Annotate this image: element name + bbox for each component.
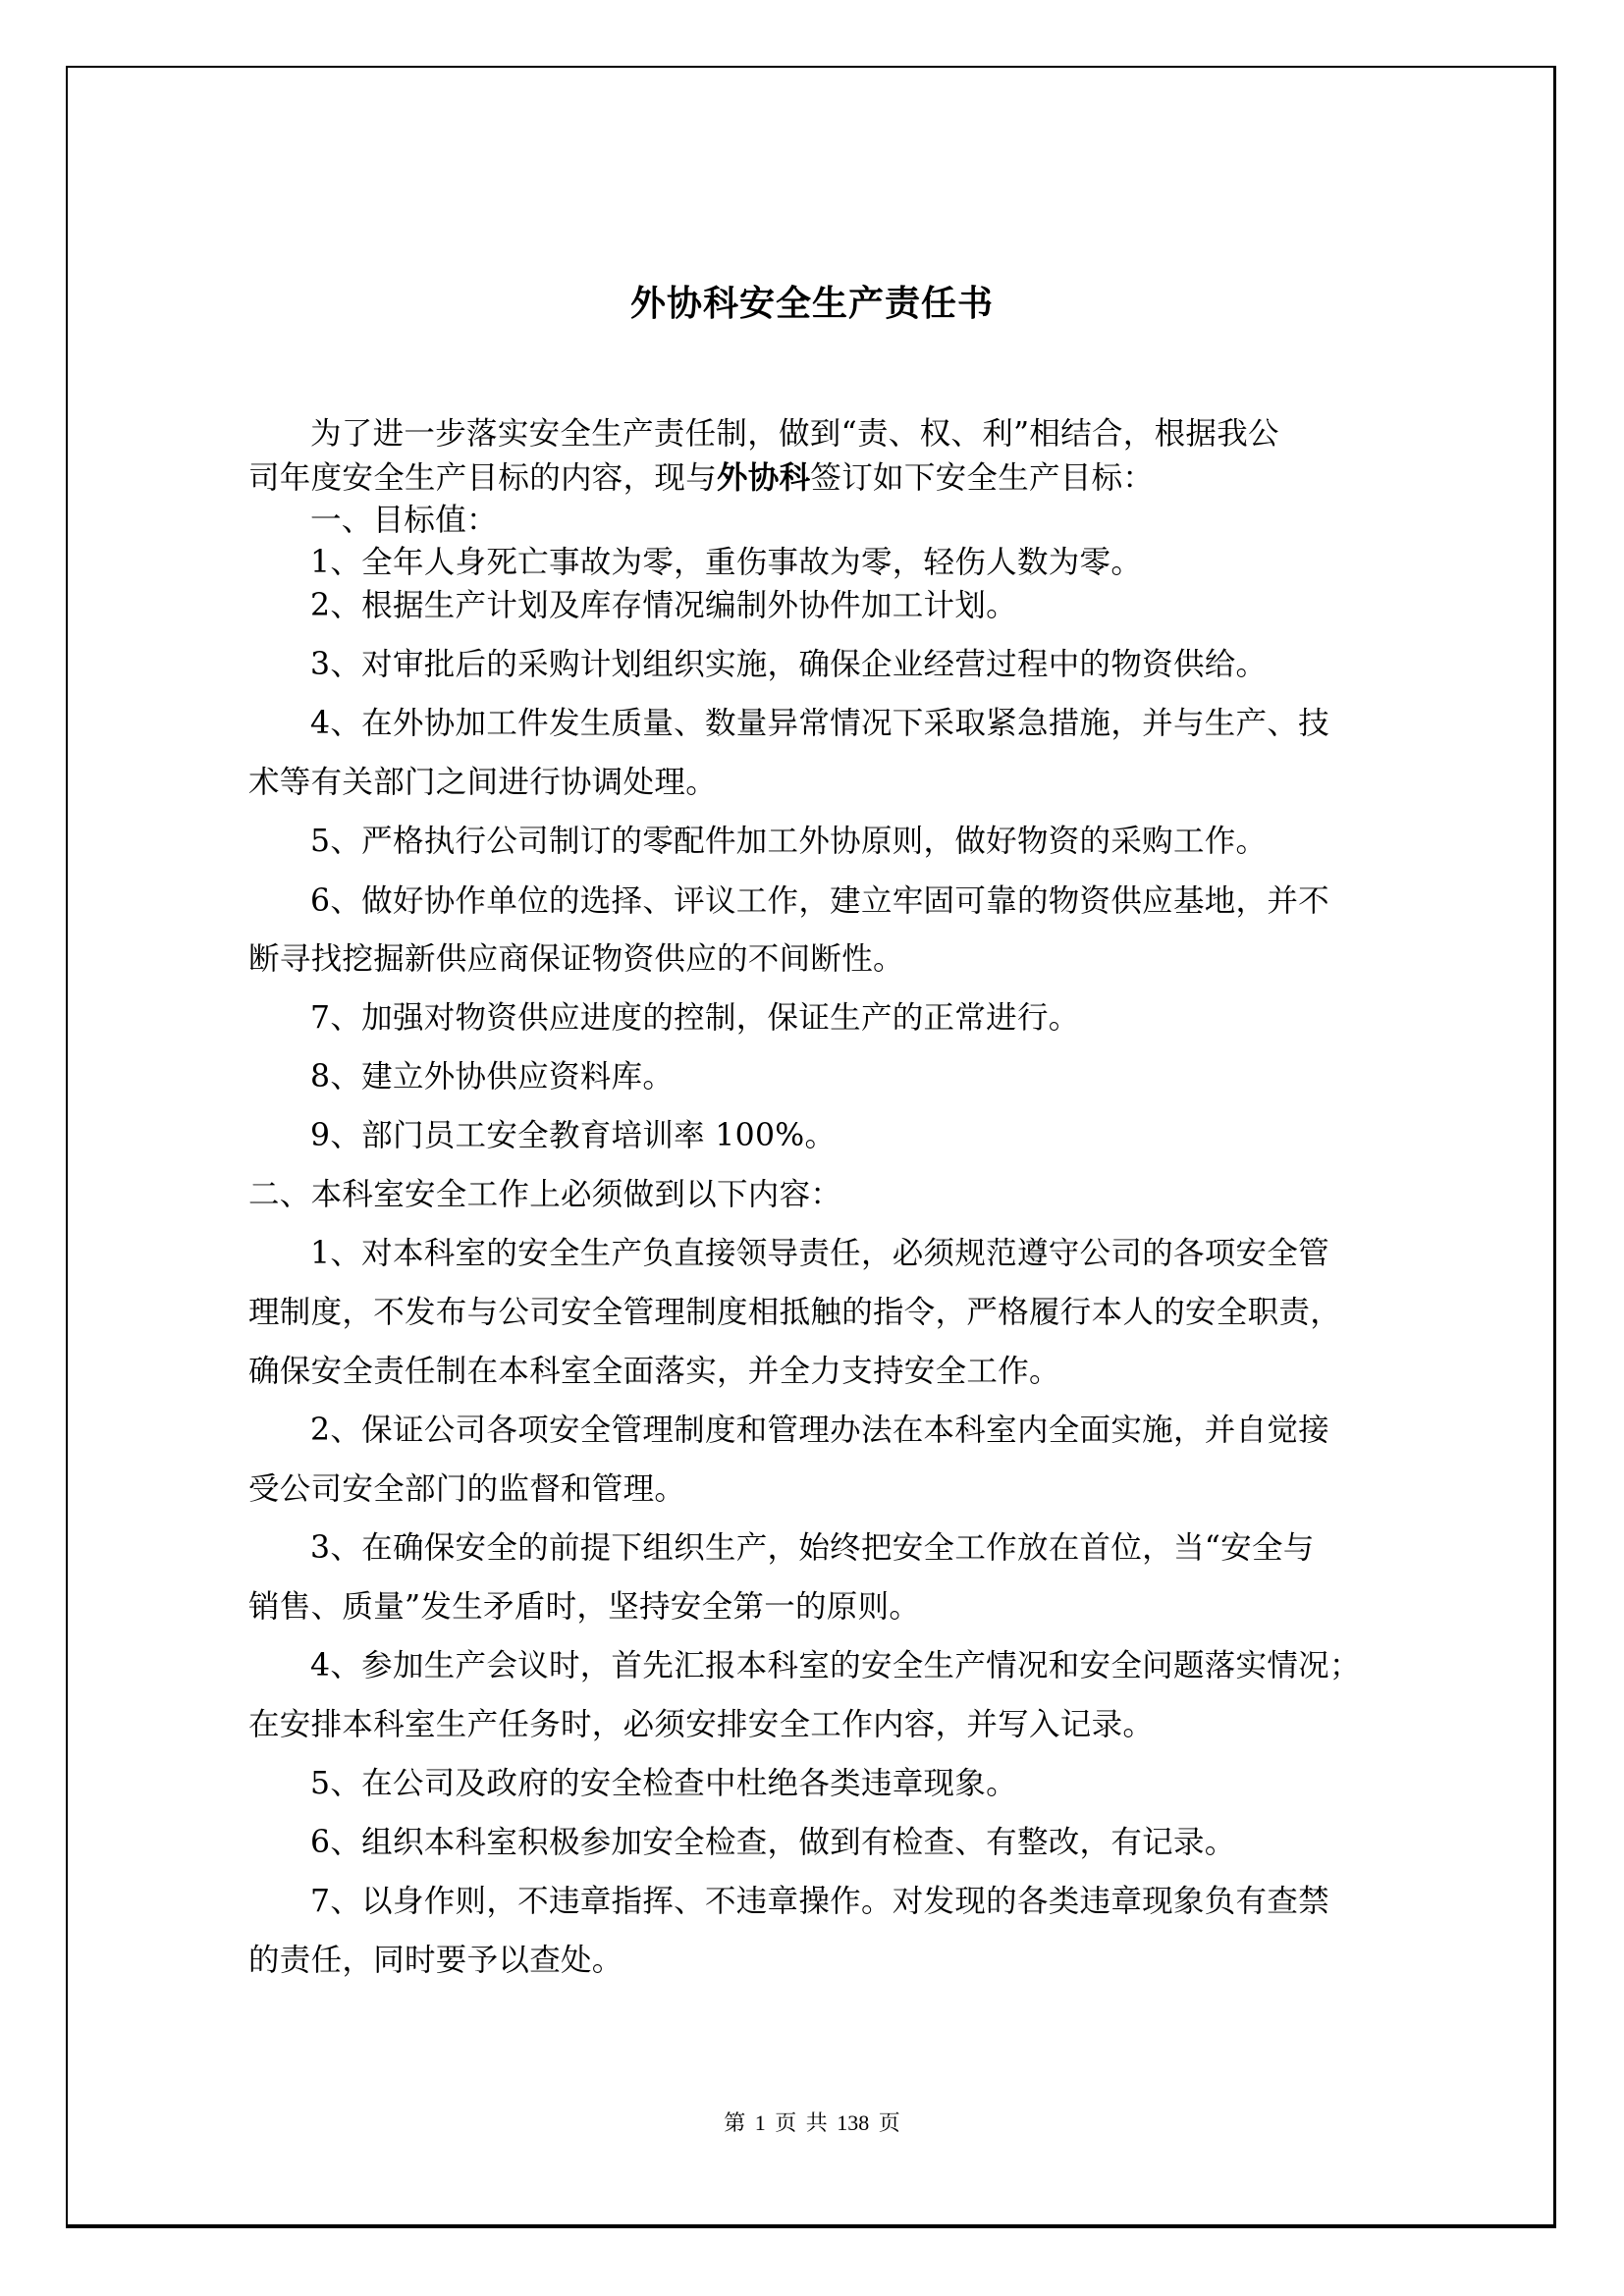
section-2-item-3: 3、在确保安全的前提下组织生产，始终把安全工作放在首位，当“安全与 xyxy=(310,1530,1315,1566)
section-1-item-6-cont: 断寻找挖掘新供应商保证物资供应的不间断性。 xyxy=(248,941,904,977)
section-1-item-8: 8、建立外协供应资料库。 xyxy=(310,1059,675,1095)
section-2-item-3-cont: 销售、质量”发生矛盾时，坚持安全第一的原则。 xyxy=(248,1589,921,1625)
section-1-item-3: 3、对审批后的采购计划组织实施，确保企业经营过程中的物资供给。 xyxy=(310,647,1268,682)
intro-line-2 xyxy=(248,458,1154,498)
intro-line-1: 为了进一步落实安全生产责任制，做到“责、权、利”相结合，根据我公 xyxy=(310,416,1279,452)
intro-text-after: 签订如下安全生产目标： xyxy=(810,460,1155,496)
section-2-heading: 二、本科室安全工作上必须做到以下内容： xyxy=(248,1177,842,1212)
section-2-item-1: 1、对本科室的安全生产负直接领导责任，必须规范遵守公司的各项安全管 xyxy=(310,1236,1329,1271)
section-2-item-5: 5、在公司及政府的安全检查中杜绝各类违章现象。 xyxy=(310,1766,1017,1801)
document-title: 外协科安全生产责任书 xyxy=(629,284,994,324)
section-2-item-4-cont: 在安排本科室生产任务时，必须安排安全工作内容，并写入记录。 xyxy=(248,1707,1155,1742)
section-1-item-9: 9、部门员工安全教育培训率 100%。 xyxy=(310,1118,837,1153)
department-name: 外协科 xyxy=(717,460,811,496)
section-2-item-1-cont-1: 理制度，不发布与公司安全管理制度相抵触的指令，严格履行本人的安全职责， xyxy=(248,1295,1342,1330)
section-1-item-2: 2、根据生产计划及库存情况编制外协件加工计划。 xyxy=(310,588,1017,623)
section-2-item-7-cont: 的责任，同时要予以查处。 xyxy=(248,1943,623,1978)
intro-text-before: 司年度安全生产目标的内容，现与 xyxy=(248,460,718,496)
section-1-item-4: 4、在外协加工件发生质量、数量异常情况下采取紧急措施，并与生产、技 xyxy=(310,706,1329,741)
section-2-item-1-cont-2: 确保安全责任制在本科室全面落实，并全力支持安全工作。 xyxy=(248,1354,1060,1389)
section-2-item-2-cont: 受公司安全部门的监督和管理。 xyxy=(248,1471,686,1507)
section-2-item-6: 6、组织本科室积极参加安全检查，做到有检查、有整改，有记录。 xyxy=(310,1825,1236,1860)
section-2-item-7: 7、以身作则，不违章指挥、不违章操作。对发现的各类违章现象负有查禁 xyxy=(310,1884,1329,1919)
page-number-footer: 第 1 页 共 138 页 xyxy=(724,2110,900,2135)
section-1-item-4-cont: 术等有关部门之间进行协调处理。 xyxy=(248,765,718,800)
section-1-item-1: 1、全年人身死亡事故为零，重伤事故为零，轻伤人数为零。 xyxy=(310,545,1143,580)
section-2-item-4: 4、参加生产会议时，首先汇报本科室的安全生产情况和安全问题落实情况； xyxy=(310,1648,1361,1683)
section-1-item-7: 7、加强对物资供应进度的控制，保证生产的正常进行。 xyxy=(310,1000,1080,1036)
section-1-item-6: 6、做好协作单位的选择、评议工作，建立牢固可靠的物资供应基地，并不 xyxy=(310,883,1329,919)
section-2-item-2: 2、保证公司各项安全管理制度和管理办法在本科室内全面实施，并自觉接 xyxy=(310,1413,1329,1448)
section-1-heading: 一、目标值： xyxy=(310,503,498,538)
section-1-item-5: 5、严格执行公司制订的零配件加工外协原则，做好物资的采购工作。 xyxy=(310,824,1268,859)
